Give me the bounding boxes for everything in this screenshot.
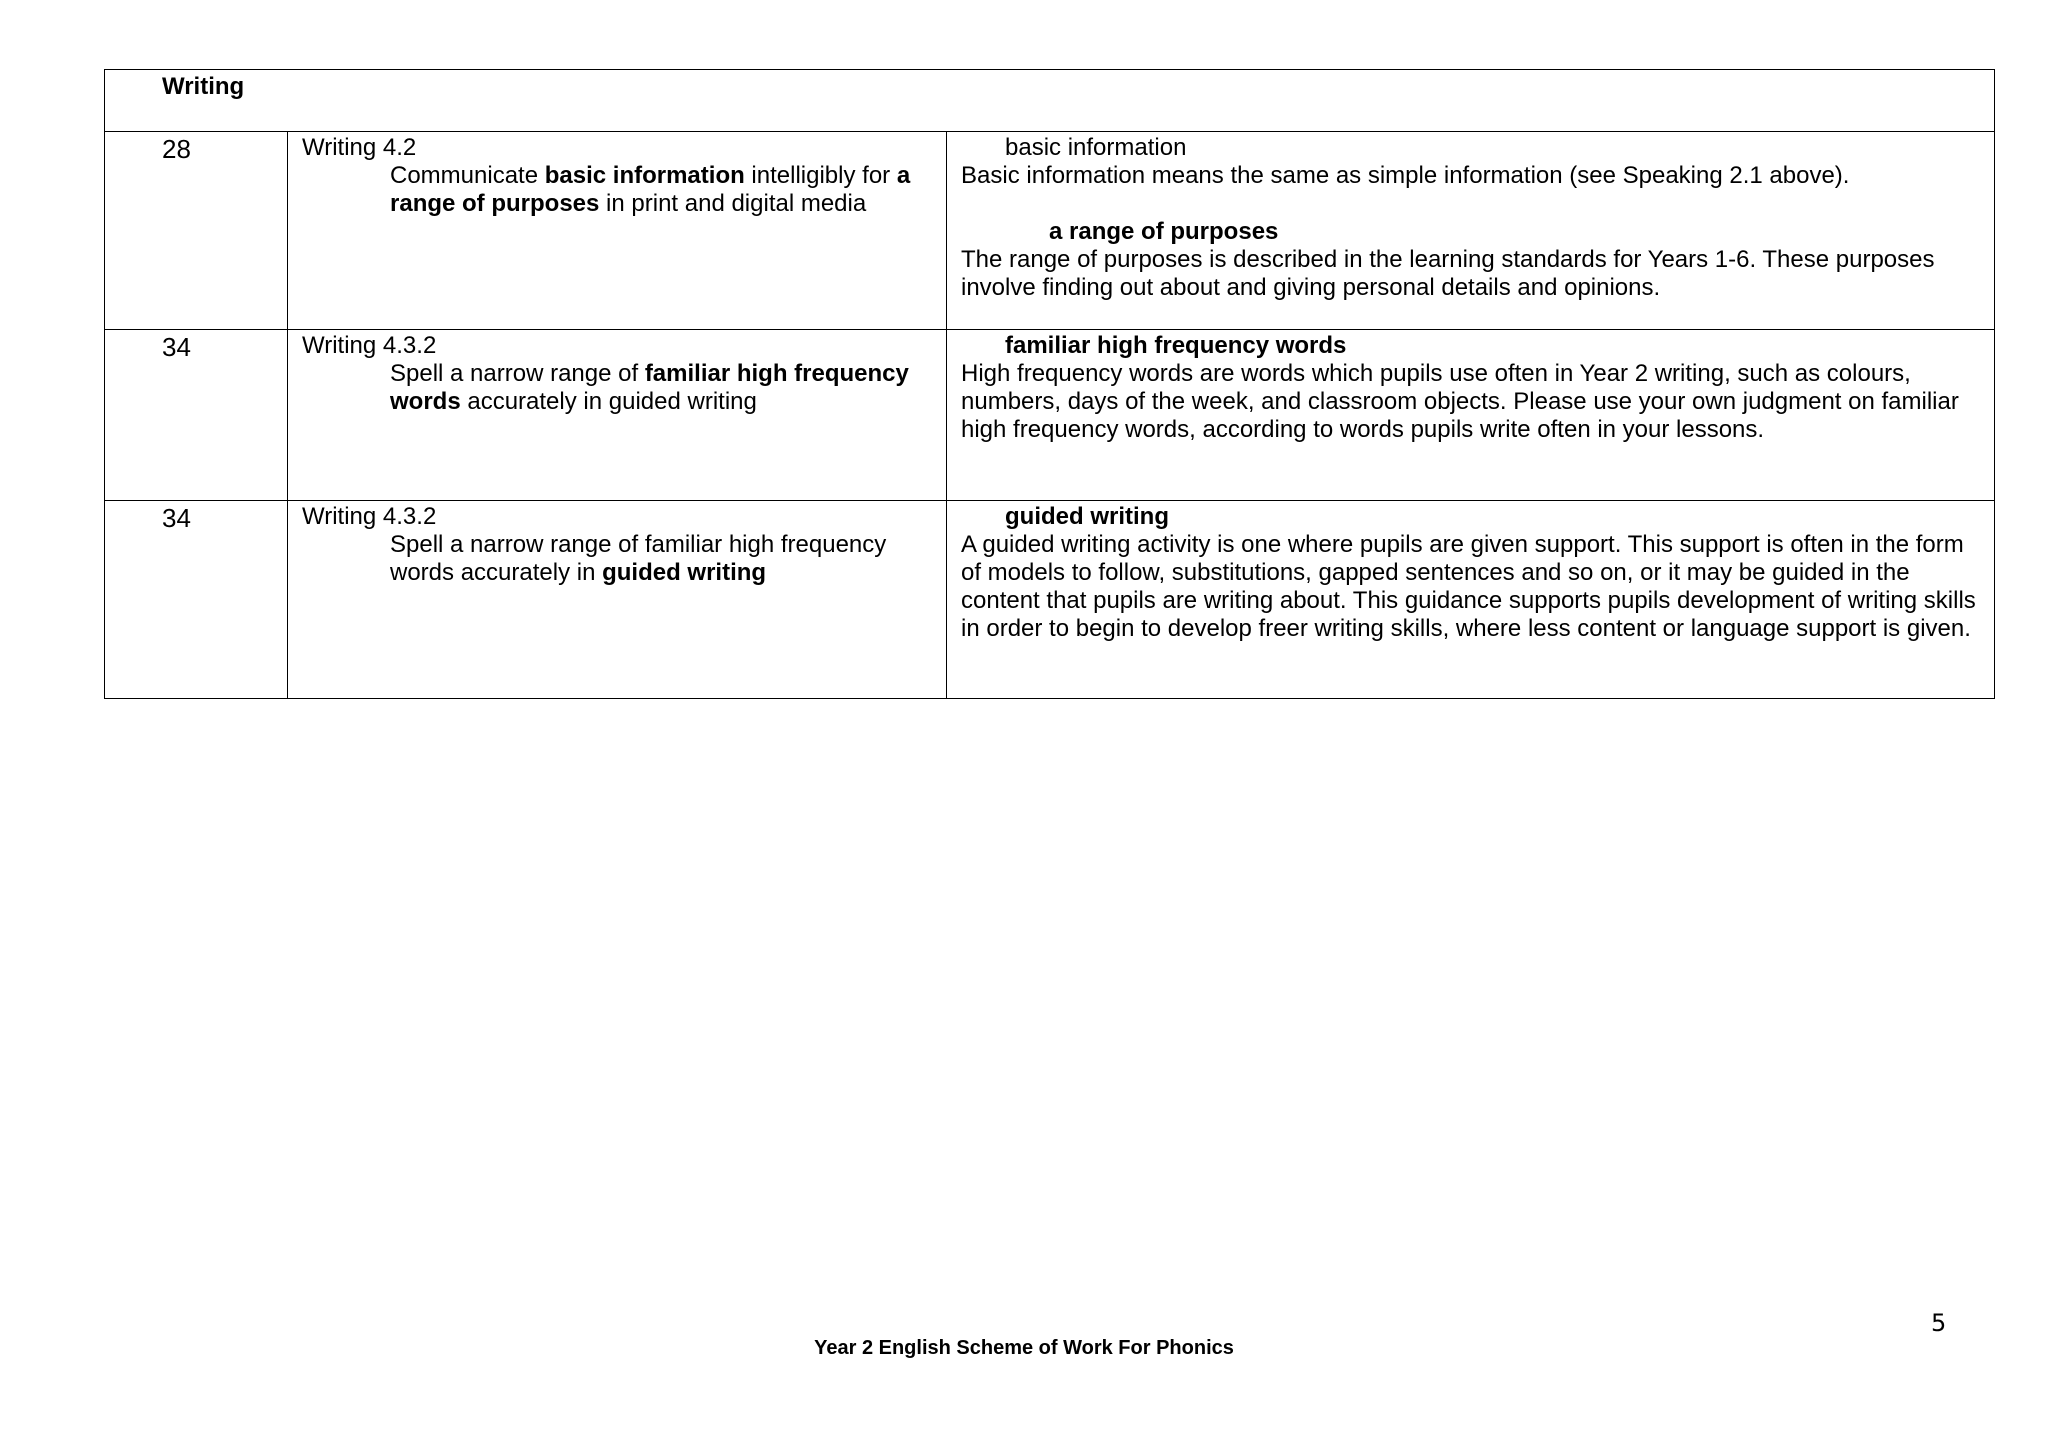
note-body: High frequency words are words which pupils use often in Year 2 writing, such as colours, numbers, days of the week, and classroom objects. Please use your own judgment on familiar high frequency words, according to words pupils write often in your lessons.: [961, 360, 1959, 443]
table-row: [105, 501, 1994, 698]
note-body: The range of purposes is described in the learning standards for Years 1-6. These purposes involve finding out about and giving personal details and opinions.: [961, 246, 1935, 301]
standard-cell: [288, 330, 947, 500]
page-number: 5: [1931, 1309, 1947, 1337]
table-row: [105, 132, 1994, 330]
week-number: 34: [162, 332, 191, 362]
standard-code: Writing 4.3.2: [302, 332, 437, 359]
standard-description: Spell a narrow range of familiar high frequency words accurately in guided writing: [390, 360, 909, 415]
standard-description: Spell a narrow range of familiar high frequency words accurately in guided writing: [390, 531, 887, 586]
note-heading: a range of purposes: [1049, 218, 1279, 245]
note-block: [961, 332, 1981, 444]
week-cell: [105, 501, 288, 698]
table-row: [105, 330, 1994, 501]
note-heading: basic information: [1005, 134, 1187, 161]
note-body: Basic information means the same as simple information (see Speaking 2.1 above).: [961, 162, 1850, 189]
week-number: 28: [162, 134, 191, 164]
scheme-table: [104, 69, 1995, 699]
note-cell: [947, 330, 1994, 500]
standard-code: Writing 4.2: [302, 134, 417, 161]
note-block: [961, 503, 1981, 643]
week-cell: [105, 330, 288, 500]
note-heading: familiar high frequency words: [1005, 332, 1347, 359]
section-title: Writing: [162, 73, 245, 100]
section-header-row: [105, 70, 1994, 132]
note-cell: [947, 501, 1994, 698]
note-block: [961, 134, 1981, 302]
footer-title: Year 2 English Scheme of Work For Phonics: [814, 1337, 1234, 1359]
note-body: A guided writing activity is one where pupils are given support. This support is often in the form of models to follow, substitutions, gapped sentences and so on, or it may be guided in the content that pupils are writing about. This guidance supports pupils development of writing skills in order to begin to develop freer writing skills, where less content or language support is given.: [961, 531, 1976, 642]
week-number: 34: [162, 503, 191, 533]
standard-cell: [288, 501, 947, 698]
standard-description: Communicate basic information intelligibly for a range of purposes in print and digital media: [390, 162, 911, 217]
note-heading: guided writing: [1005, 503, 1169, 530]
standard-code: Writing 4.3.2: [302, 503, 437, 530]
week-cell: [105, 132, 288, 329]
note-cell: [947, 132, 1994, 329]
standard-cell: [288, 132, 947, 329]
